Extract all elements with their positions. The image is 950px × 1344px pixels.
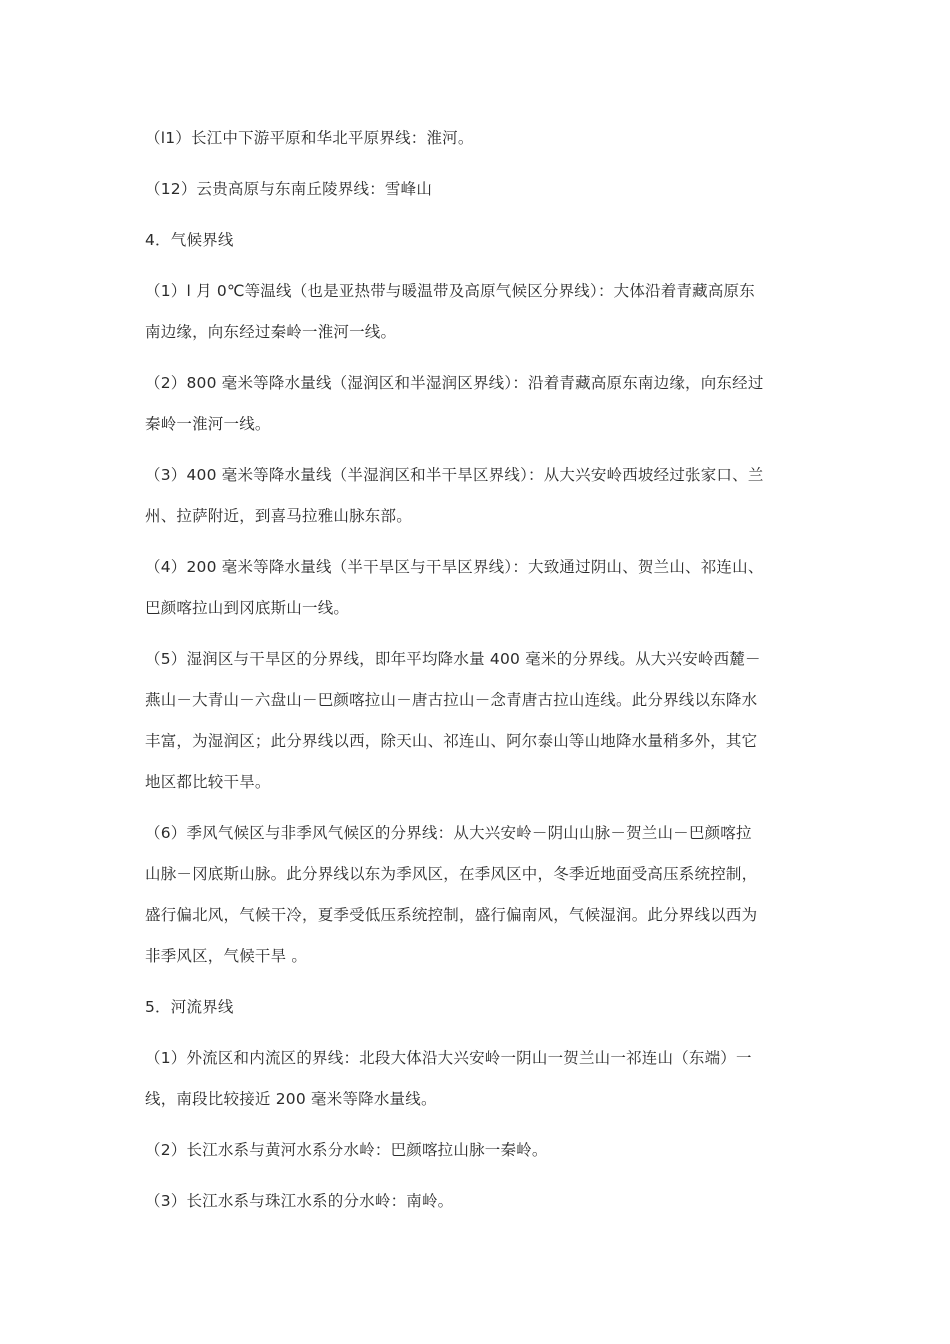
section-heading-climate xyxy=(145,220,813,261)
paragraph-landform-11 xyxy=(145,118,813,159)
text-line: 燕山－大青山－六盘山－巴颜喀拉山－唐古拉山－念青唐古拉山连线。此分界线以东降水 xyxy=(145,691,758,709)
paragraph-rivers-3 xyxy=(145,1181,813,1222)
paragraph-climate-6 xyxy=(145,813,813,977)
text-line: 山脉－冈底斯山脉。此分界线以东为季风区，在季风区中，冬季近地面受高压系统控制， xyxy=(145,865,758,883)
text-line: （4）200 毫米等降水量线（半干旱区与干旱区界线）：大致通过阴山、贺兰山、祁连山、 xyxy=(145,558,764,576)
paragraph-rivers-2 xyxy=(145,1130,813,1171)
text-line: （3）400 毫米等降水量线（半湿润区和半干旱区界线）：从大兴安岭西坡经过张家口、兰 xyxy=(145,466,764,484)
section-heading-rivers xyxy=(145,987,813,1028)
text-line: （1）l 月 0℃等温线（也是亚热带与暖温带及高原气候区分界线）：大体沿着青藏高原东 xyxy=(145,282,755,300)
text-line: （12）云贵高原与东南丘陵界线：雪峰山 xyxy=(145,180,433,198)
paragraph-landform-12 xyxy=(145,169,813,210)
paragraph-climate-1 xyxy=(145,271,813,353)
paragraph-climate-3 xyxy=(145,455,813,537)
text-line: 秦岭一淮河一线。 xyxy=(145,415,271,433)
text-line: 州、拉萨附近，到喜马拉雅山脉东部。 xyxy=(145,507,412,525)
text-line: 地区都比较干旱。 xyxy=(145,773,271,791)
document-body xyxy=(145,118,813,1232)
text-line: （2）800 毫米等降水量线（湿润区和半湿润区界线）：沿着青藏高原东南边缘，向东经过 xyxy=(145,374,764,392)
text-line: （l1）长江中下游平原和华北平原界线：淮河。 xyxy=(145,129,474,147)
text-line: （3）长江水系与珠江水系的分水岭：南岭。 xyxy=(145,1192,454,1210)
heading-text: 5．河流界线 xyxy=(145,998,234,1016)
text-line: （2）长江水系与黄河水系分水岭：巴颜喀拉山脉一秦岭。 xyxy=(145,1141,548,1159)
text-line: 线，南段比较接近 200 毫米等降水量线。 xyxy=(145,1090,437,1108)
text-line: 盛行偏北风，气候干冷，夏季受低压系统控制，盛行偏南风，气候湿润。此分界线以西为 xyxy=(145,906,758,924)
text-line: （6）季风气候区与非季风气候区的分界线：从大兴安岭－阴山山脉－贺兰山－巴颜喀拉 xyxy=(145,824,752,842)
text-line: 巴颜喀拉山到冈底斯山一线。 xyxy=(145,599,350,617)
paragraph-climate-2 xyxy=(145,363,813,445)
text-line: 丰富，为湿润区；此分界线以西，除天山、祁连山、阿尔泰山等山地降水量稍多外，其它 xyxy=(145,732,758,750)
text-line: 南边缘，向东经过秦岭一淮河一线。 xyxy=(145,323,397,341)
paragraph-rivers-1 xyxy=(145,1038,813,1120)
heading-text: 4．气候界线 xyxy=(145,231,234,249)
paragraph-climate-4 xyxy=(145,547,813,629)
text-line: （5）湿润区与干旱区的分界线，即年平均降水量 400 毫米的分界线。从大兴安岭西麓－ xyxy=(145,650,761,668)
paragraph-climate-5 xyxy=(145,639,813,803)
text-line: （1）外流区和内流区的界线：北段大体沿大兴安岭一阴山一贺兰山一祁连山（东端）一 xyxy=(145,1049,752,1067)
text-line: 非季风区，气候干旱 。 xyxy=(145,947,308,965)
